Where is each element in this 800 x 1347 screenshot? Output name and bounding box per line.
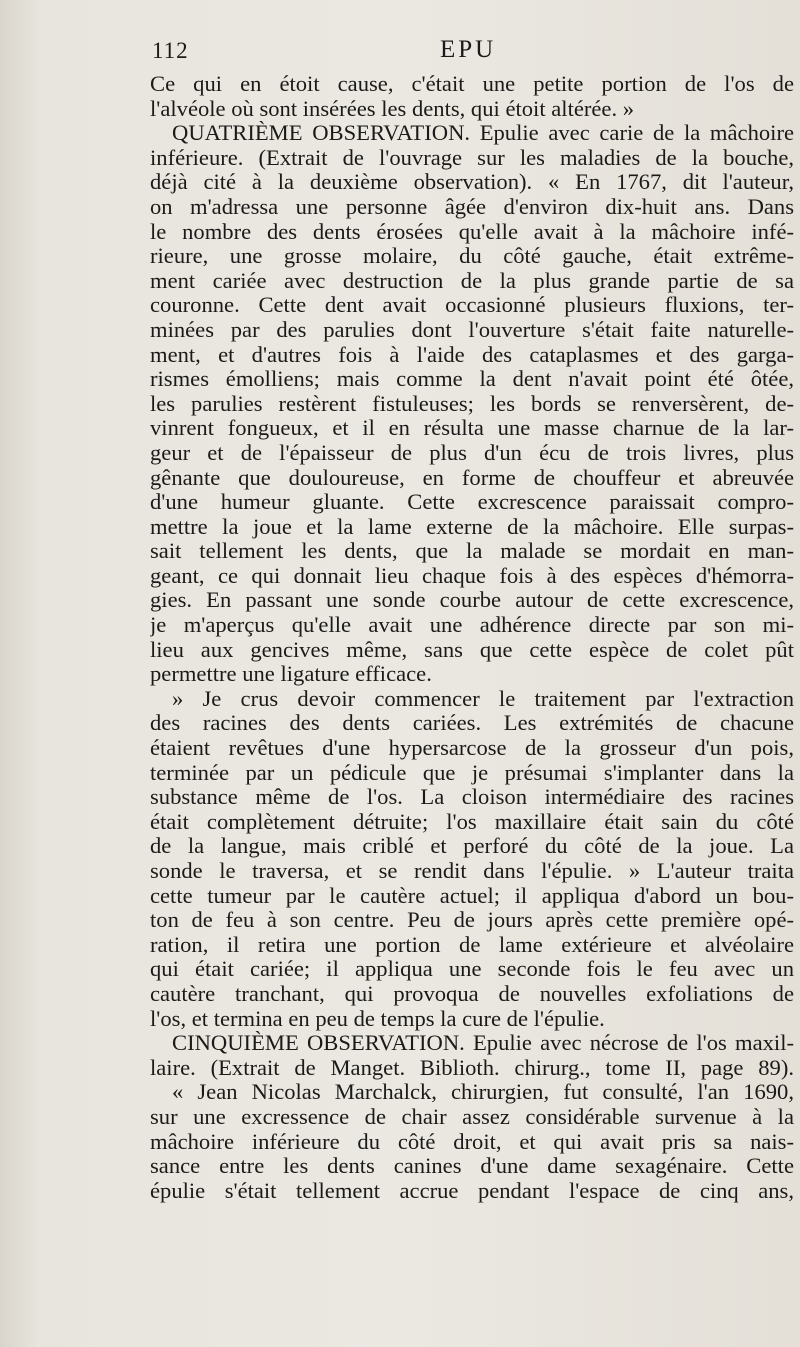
text-line: couronne. Cette dent avait occasionné plusieurs fluxions, ter- [150, 293, 794, 318]
text-line: sait tellement les dents, que la malade se mordait en man- [150, 539, 794, 564]
text-line: de la langue, mais criblé et perforé du côté de la joue. La [150, 834, 794, 859]
text-line: « Jean Nicolas Marchalck, chirurgien, fut consulté, l'an 1690, [172, 1080, 794, 1105]
text-line: des racines des dents cariées. Les extrémités de chacune [150, 711, 794, 736]
text-line: ration, il retira une portion de lame extérieure et alvéolaire [150, 932, 794, 957]
text-line: l'os, et termina en peu de temps la cure de l'épulie. [150, 1006, 605, 1031]
text-line: minées par des parulies dont l'ouverture s'était faite naturelle- [150, 317, 794, 342]
text-line: geant, ce qui donnait lieu chaque fois à des espèces d'hémorra- [150, 563, 794, 588]
text-line: gies. En passant une sonde courbe autour de cette excrescence, [150, 588, 794, 613]
text-line: rismes émolliens; mais comme la dent n'avait point été ôtée, [150, 367, 794, 392]
text-line: sur une excressence de chair assez considérable survenue à la [150, 1104, 794, 1129]
text-line: l'alvéole où sont insérées les dents, qui étoit altérée. » [150, 96, 635, 121]
text-line: rieure, une grosse molaire, du côté gauche, était extrême- [150, 244, 794, 269]
text-line: d'une humeur gluante. Cette excrescence paraissait compro- [150, 490, 794, 515]
text-line: substance même de l'os. La cloison intermédiaire des racines [150, 785, 794, 810]
text-line: était complètement détruite; l'os maxillaire était sain du côté [150, 809, 794, 834]
text-line: geur et de l'épaisseur de plus d'un écu de trois livres, plus [150, 440, 794, 465]
text-line: cautère tranchant, qui provoqua de nouvelles exfoliations de [150, 981, 794, 1006]
text-line: sonde le traversa, et se rendit dans l'épulie. » L'auteur traita [150, 859, 794, 883]
text-line: CINQUIÈME OBSERVATION. Epulie avec nécrose de l'os maxil- [172, 1031, 794, 1056]
text-line: laire. (Extrait de Manget. Biblioth. chirurg., tome II, page 89). [150, 1055, 794, 1080]
text-line: qui était cariée; il appliqua une seconde fois le feu avec un [150, 957, 794, 982]
text-line: permettre une ligature efficace. [150, 662, 432, 687]
text-line: terminée par un pédicule que je présumai s'implanter dans la [150, 760, 794, 785]
text-line: déjà cité à la deuxième observation). « En 1767, dit l'auteur, [150, 170, 794, 195]
text-line: ment cariée avec destruction de la plus grande partie de sa [150, 268, 794, 293]
text-line: lieu aux gencives même, sans que cette espèce de colet pût [150, 637, 794, 662]
text-line: cette tumeur par le cautère actuel; il appliqua d'abord un bou- [150, 883, 794, 908]
text-line: on m'adressa une personne âgée d'environ dix-huit ans. Dans [150, 194, 794, 219]
text-line: sance entre les dents canines d'une dame sexagénaire. Cette [150, 1154, 794, 1179]
text-line: gênante que douloureuse, en forme de chouffeur et abreuvée [150, 465, 794, 490]
text-line: QUATRIÈME OBSERVATION. Epulie avec carie de la mâchoire [172, 121, 794, 146]
text-line: je m'aperçus qu'elle avait une adhérence directe par son mi- [150, 613, 794, 638]
text-line: ton de feu à son centre. Peu de jours après cette première opé- [150, 908, 794, 933]
running-title: EPU [440, 36, 497, 63]
text-line: le nombre des dents érosées qu'elle avait à la mâchoire infé- [150, 219, 794, 244]
text-line: inférieure. (Extrait de l'ouvrage sur les maladies de la bouche, [150, 145, 794, 170]
text-line: épulie s'était tellement accrue pendant l'espace de cinq ans, [150, 1178, 794, 1203]
body-text [150, 72, 794, 1203]
text-line: ment, et d'autres fois à l'aide des cataplasmes et des garga- [150, 342, 794, 367]
text-line: étaient revêtues d'une hypersarcose de la grosseur d'un pois, [150, 736, 794, 761]
text-line: vinrent fongueux, et il en résulta une masse charnue de la lar- [150, 416, 794, 441]
text-line: mâchoire inférieure du côté droit, et qui avait pris sa nais- [150, 1129, 794, 1154]
page-number: 112 [152, 38, 189, 63]
text-line: » Je crus devoir commencer le traitement par l'extraction [172, 686, 794, 711]
text-line: les parulies restèrent fistuleuses; les bords se renversèrent, de- [150, 391, 794, 416]
text-line: mettre la joue et la lame externe de la mâchoire. Elle surpas- [150, 514, 794, 539]
text-line: Ce qui en étoit cause, c'était une petite portion de l'os de [150, 72, 794, 96]
running-head [150, 36, 794, 72]
